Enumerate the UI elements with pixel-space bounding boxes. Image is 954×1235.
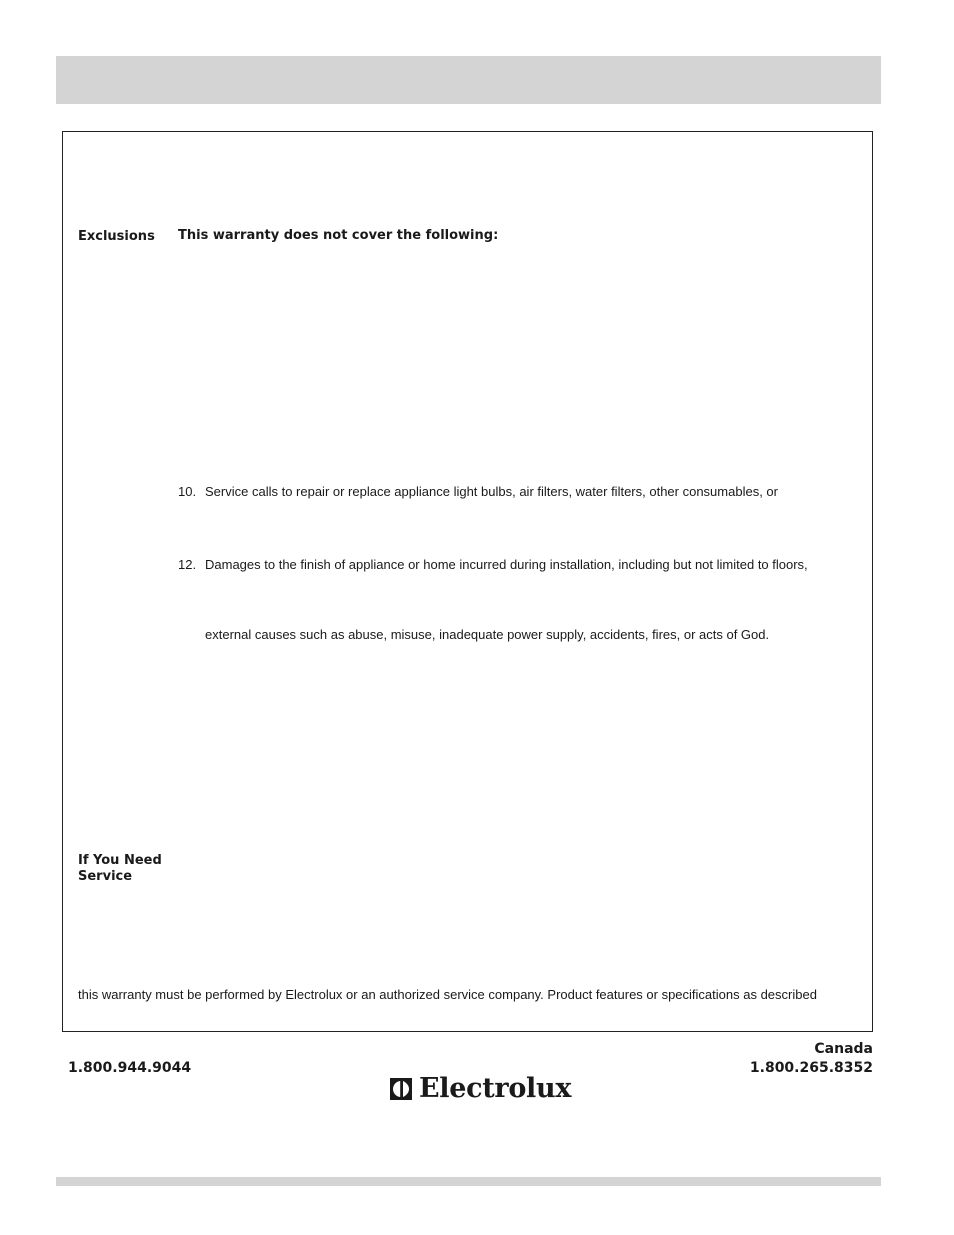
electrolux-logo — [389, 1074, 571, 1104]
footer-band — [56, 1177, 881, 1186]
canada-phone: 1.800.265.8352 — [749, 1060, 873, 1076]
service-label-line2: Service — [78, 869, 133, 884]
service-label-line1: If You Need — [78, 853, 162, 868]
exclusions-label: Exclusions — [78, 229, 155, 244]
item-text: Damages to the finish of appliance or home incurred during installation, including but not limited to floors, — [205, 557, 808, 572]
exclusion-item-12 — [178, 557, 808, 573]
electrolux-logo-icon — [389, 1077, 413, 1101]
canada-label: Canada — [814, 1041, 873, 1057]
exclusions-heading: This warranty does not cover the following: — [178, 228, 499, 243]
service-label — [78, 853, 162, 885]
warranty-box — [62, 131, 873, 1032]
brand-name: Electrolux — [419, 1073, 572, 1104]
item-number: 12. — [178, 557, 197, 572]
item-number: 10. — [178, 484, 197, 499]
service-text: this warranty must be performed by Electrolux or an authorized service company. Product features or specifications as described — [78, 987, 817, 1002]
exclusion-continuation: external causes such as abuse, misuse, inadequate power supply, accidents, fires, or acts of God. — [205, 627, 770, 642]
item-text: Service calls to repair or replace appliance light bulbs, air filters, water filters, other consumables, or — [205, 484, 778, 499]
exclusion-item-10 — [178, 484, 778, 500]
usa-phone: 1.800.944.9044 — [68, 1060, 192, 1076]
header-band — [56, 56, 881, 104]
